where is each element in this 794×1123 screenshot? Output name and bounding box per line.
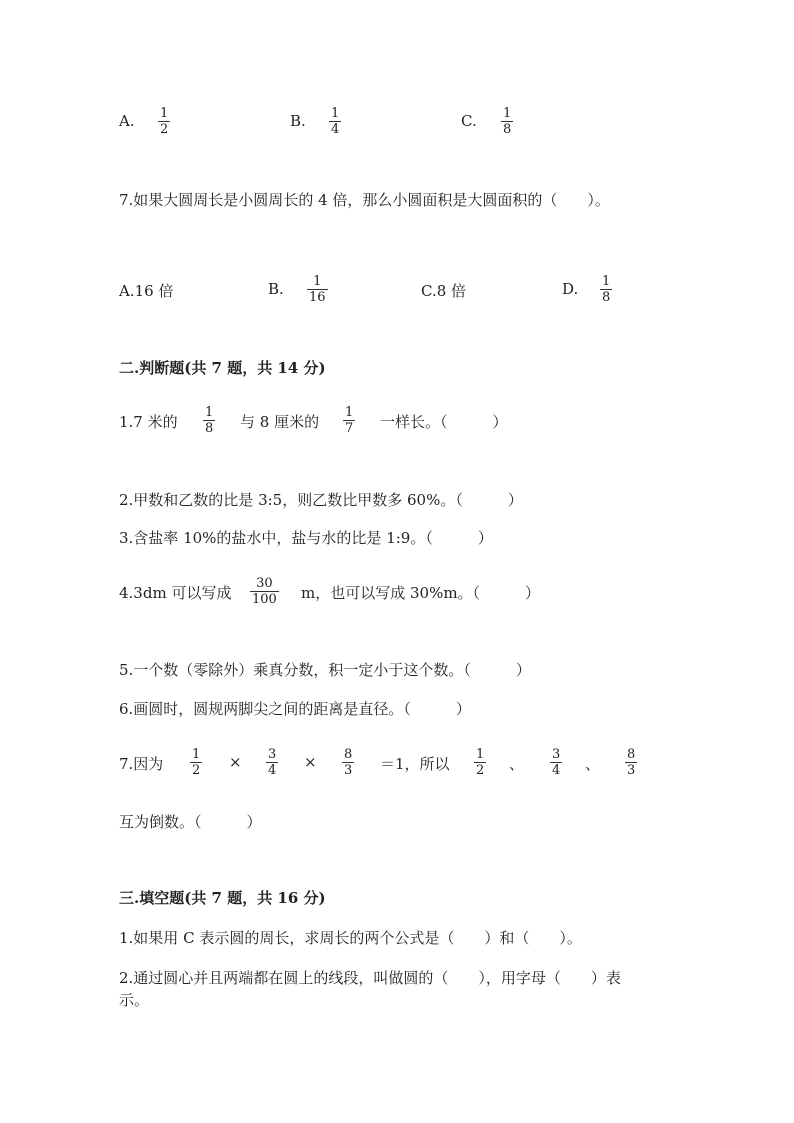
fraction-numerator: 1 bbox=[160, 106, 169, 121]
fraction-numerator: 30 bbox=[256, 576, 273, 591]
s2-q1-text-c: 一样长。（ ） bbox=[380, 413, 508, 431]
fraction-numerator: 1 bbox=[331, 106, 340, 121]
q7-text: 7.如果大圆周长是小圆周长的 4 倍，那么小圆面积是大圆面积的（ ）。 bbox=[119, 191, 610, 209]
fraction-numerator: 1 bbox=[503, 106, 512, 121]
s2-q1-fraction-2 bbox=[343, 405, 355, 436]
fraction-numerator: 1 bbox=[476, 747, 485, 762]
fraction-denominator: 7 bbox=[345, 421, 354, 436]
s2-q4-text-b: m，也可以写成 30%m。（ ） bbox=[301, 584, 541, 602]
q7-option-b-label: B. bbox=[268, 280, 284, 298]
fraction-numerator: 1 bbox=[313, 274, 322, 289]
fraction-denominator: 4 bbox=[331, 122, 340, 137]
fraction-numerator: 8 bbox=[627, 747, 636, 762]
s2-q4-fraction bbox=[250, 576, 279, 607]
q6-option-b-label: B. bbox=[290, 112, 306, 130]
fraction-numerator: 8 bbox=[344, 747, 353, 762]
s2-q7-fraction-3 bbox=[342, 747, 354, 778]
s2-q3: 3.含盐率 10%的盐水中，盐与水的比是 1:9。（ ） bbox=[119, 529, 493, 547]
s2-q7-text-b: ＝1，所以 bbox=[380, 755, 450, 773]
q6-option-c-label: C. bbox=[461, 112, 477, 130]
s2-q7-fraction-4 bbox=[474, 747, 486, 778]
s2-q6: 6.画圆时，圆规两脚尖之间的距离是直径。（ ） bbox=[119, 700, 471, 718]
q6-option-a-fraction bbox=[158, 106, 170, 137]
s2-q1-text-b: 与 8 厘米的 bbox=[240, 413, 320, 431]
s2-q2: 2.甲数和乙数的比是 3:5，则乙数比甲数多 60%。（ ） bbox=[119, 491, 523, 509]
s2-q7-text-a: 7.因为 bbox=[119, 755, 164, 773]
fraction-numerator: 1 bbox=[602, 274, 611, 289]
q7-option-b-fraction bbox=[307, 274, 328, 305]
fraction-denominator: 3 bbox=[627, 763, 636, 778]
s2-q4-text-a: 4.3dm 可以写成 bbox=[119, 584, 232, 602]
q6-option-c-fraction bbox=[501, 106, 513, 137]
s3-q2-line1: 2.通过圆心并且两端都在圆上的线段，叫做圆的（ ），用字母（ ）表 bbox=[119, 969, 621, 987]
s2-q7-fraction-6 bbox=[625, 747, 637, 778]
s2-q1-text-a: 1.7 米的 bbox=[119, 413, 178, 431]
fraction-denominator: 8 bbox=[205, 421, 214, 436]
s3-q1: 1.如果用 C 表示圆的周长，求周长的两个公式是（ ）和（ ）。 bbox=[119, 929, 582, 947]
q6-option-b-fraction bbox=[329, 106, 341, 137]
fraction-denominator: 4 bbox=[552, 763, 561, 778]
q7-option-d-label: D. bbox=[562, 280, 579, 298]
s2-q7-fraction-1 bbox=[190, 747, 202, 778]
section2-title: 二.判断题(共 7 题，共 14 分) bbox=[119, 359, 326, 377]
fraction-denominator: 2 bbox=[476, 763, 485, 778]
fraction-denominator: 100 bbox=[252, 592, 277, 607]
s3-q2-line2: 示。 bbox=[119, 991, 150, 1009]
fraction-numerator: 1 bbox=[345, 405, 354, 420]
s2-q7-fraction-5 bbox=[550, 747, 562, 778]
s2-q7-times-2: × bbox=[304, 753, 317, 771]
fraction-denominator: 4 bbox=[268, 763, 277, 778]
fraction-numerator: 3 bbox=[268, 747, 277, 762]
fraction-denominator: 2 bbox=[192, 763, 201, 778]
fraction-numerator: 1 bbox=[205, 405, 214, 420]
s2-q7-fraction-2 bbox=[266, 747, 278, 778]
s2-q7-text-c: 互为倒数。（ ） bbox=[119, 813, 262, 831]
s2-q7-separator-2: 、 bbox=[585, 755, 601, 773]
s2-q1-fraction-1 bbox=[203, 405, 215, 436]
q7-option-d-fraction bbox=[600, 274, 612, 305]
fraction-denominator: 8 bbox=[503, 122, 512, 137]
s2-q5: 5.一个数（零除外）乘真分数，积一定小于这个数。（ ） bbox=[119, 661, 531, 679]
q6-option-a-label: A. bbox=[119, 112, 135, 130]
section3-title: 三.填空题(共 7 题，共 16 分) bbox=[119, 889, 326, 907]
fraction-denominator: 2 bbox=[160, 122, 169, 137]
s2-q7-times-1: × bbox=[229, 753, 242, 771]
fraction-denominator: 16 bbox=[309, 290, 326, 305]
q7-option-c: C.8 倍 bbox=[421, 282, 467, 300]
fraction-denominator: 8 bbox=[602, 290, 611, 305]
fraction-numerator: 1 bbox=[192, 747, 201, 762]
fraction-denominator: 3 bbox=[344, 763, 353, 778]
fraction-numerator: 3 bbox=[552, 747, 561, 762]
q7-option-a: A.16 倍 bbox=[119, 282, 174, 300]
s2-q7-separator-1: 、 bbox=[509, 755, 525, 773]
